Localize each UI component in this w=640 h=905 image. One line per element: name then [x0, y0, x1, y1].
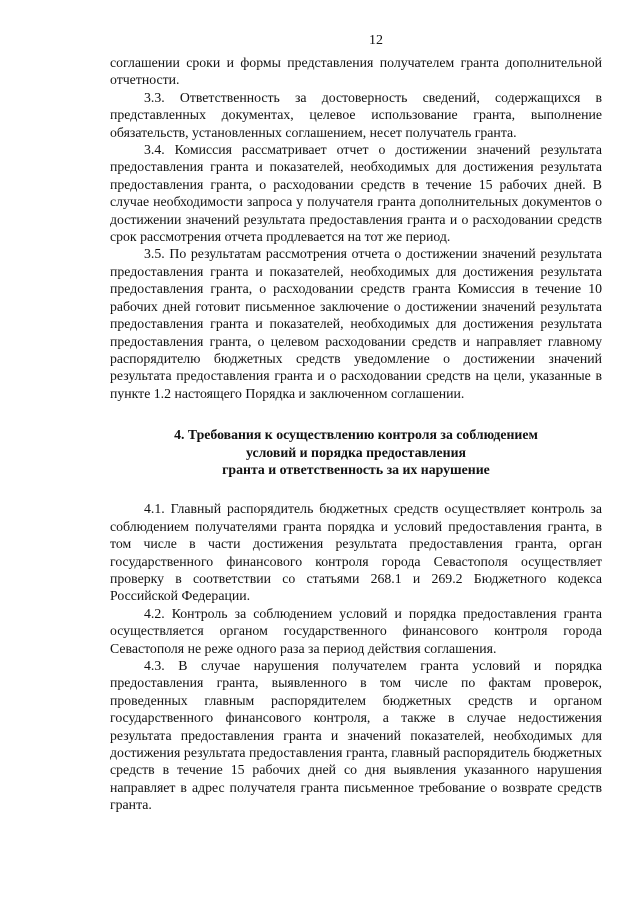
paragraph-4-2: 4.2. Контроль за соблюдением условий и порядка предоставления гранта осуществляется органом государственного финансового контроля города Севастополя не реже одного раза за период действия соглашения. — [110, 605, 602, 656]
section-heading — [110, 426, 602, 478]
paragraph-3-4: 3.4. Комиссия рассматривает отчет о достижении значений результата предоставления гранта и показателей, необходимых для достижения результата предоставления гранта, о расходовании средств в течение 15 рабочих дней. В случае необходимости запроса у получателя гранта дополнительных документов о достижении значений результата предоставления гранта и о расходовании средств срок рассмотрения отчета продлевается на тот же период. — [110, 142, 602, 245]
paragraph-continuation: соглашении сроки и формы представления получателем гранта дополнительной отчетности. — [110, 55, 602, 88]
paragraph-3-5: 3.5. По результатам рассмотрения отчета о достижении значений результата предоставления гранта и показателей, необходимых для достижения результата предоставления гранта, о расходовании средств гранта Комиссия в течение 10 рабочих дней готовит письменное заключение о достижении значений результата предоставления гранта и показателей, необходимых для достижения результата предоставления гранта, о целевом расходовании средств и направляет главному распорядителю бюджетных средств уведомление о достижении значений результата предоставления гранта и о расходовании средств на цели, указанные в пункте 1.2 настоящего Порядка и заключенном соглашении. — [110, 246, 602, 401]
section-heading-line-3: гранта и ответственность за их нарушение — [222, 461, 490, 477]
paragraph-3-3: 3.3. Ответственность за достоверность сведений, содержащихся в представленных документах, целевое использование гранта, выполнение обязательств, установленных соглашением, несет получатель гранта. — [110, 89, 602, 140]
page-number: 12 — [369, 33, 383, 48]
section-heading-line-2: условий и порядка предоставления — [245, 444, 467, 460]
section-heading-line-1: 4. Требования к осуществлению контроля за соблюдением — [174, 427, 538, 443]
paragraph-4-3: 4.3. В случае нарушения получателем гранта условий и порядка предоставления гранта, выявленного в том числе по фактам проверок, проведенных главным распорядителем бюджетных средств и органом государственного финансового контроля, а также в случае недостижения результата предоставления гранта и значений показателей, необходимых для достижения результата предоставления гранта, главный распорядитель бюджетных средств в течение 15 рабочих дней со дня выявления указанного нарушения направляет в адрес получателя гранта письменное требование о возврате средств гранта. — [110, 658, 602, 813]
paragraph-4-1: 4.1. Главный распорядитель бюджетных средств осуществляет контроль за соблюдением получателями гранта порядка и условий предоставления гранта, в том числе в части достижения результата предоставления гранта, орган государственного финансового контроля города Севастополя осуществляет проверку в соответствии со статьями 268.1 и 269.2 Бюджетного кодекса Российской Федерации. — [110, 501, 602, 604]
